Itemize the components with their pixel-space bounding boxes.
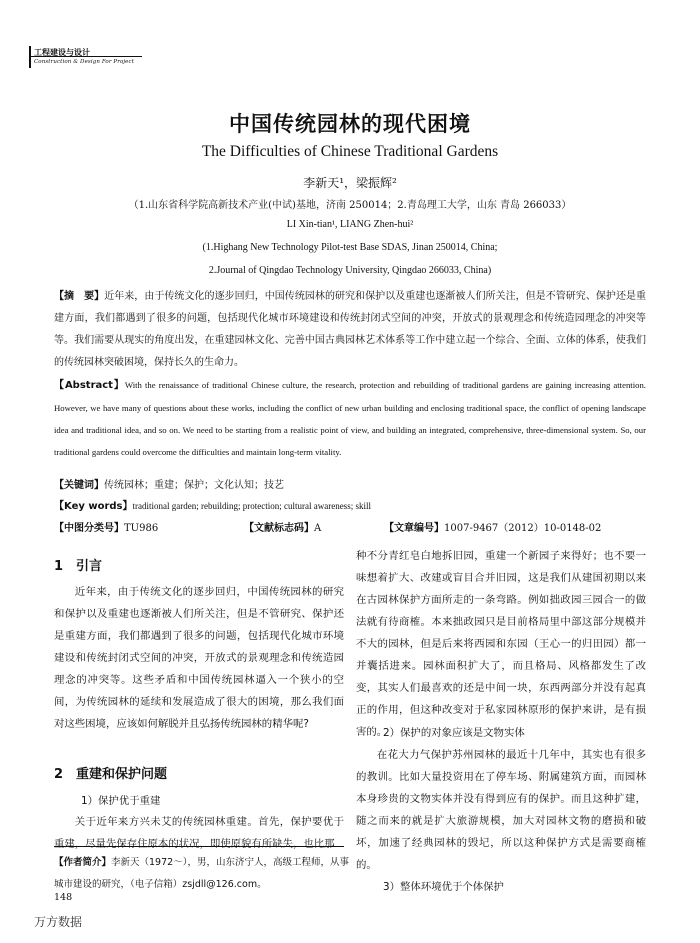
affiliation-en-1: (1.Highang New Technology Pilot-test Base SDAS, Jinan 250014, China;: [202, 242, 498, 253]
paper-title-en: The Difficulties of Chinese Traditional Gardens: [201, 143, 499, 160]
keywords-en: [54, 497, 371, 512]
keywords-cn: [54, 476, 284, 491]
left-paragraph-2: 关于近年来方兴未艾的传统园林重建。首先，保护要优于重建，尽量先保存住原本的状况，即使原貌有所缺失，也比那: [54, 816, 344, 850]
affiliation-cn: （1.山东省科学院高新技术产业(中试)基地，济南 250014；2.青岛理工大学，山东 青岛 266033）: [128, 200, 572, 211]
article-number: 【文章编号】1007-9467（2012）10-0148-02: [384, 523, 602, 534]
right-paragraph-2: 在花大力气保护苏州园林的最近十几年中，其实也有很多的教训。比如大量投资用在了停车场、附属建筑方面，而园林本身珍贵的文物实体并没有得到应有的保护。而且这种扩建，随之而来的就是扩大旅游规模，加大对园林文物的磨损和破坏，加速了经典园林的毁圮，所以这种保护方式是需要商榷的。: [356, 749, 646, 871]
paper-title-cn: 中国传统园林的现代困境: [229, 112, 471, 136]
watermark: 万方数据: [34, 915, 83, 929]
authors-cn: 李新天¹，梁振辉²: [303, 176, 397, 190]
author-bio: 【作者简介】李新天（1972～），男，山东济宁人，高级工程师，从事城市建设的研究，（电子信箱）zsjdll@126.com。: [54, 857, 349, 890]
header-bar: [29, 46, 31, 68]
abstract-cn-text: 近年来，由于传统文化的逐步回归，中国传统园林的研究和保护以及重建也逐渐被人们所关注，但是不管研究、保护还是重建方面，我们都遇到了很多的问题，包括现代化城市环境建设和传统封闭式空间的冲突，开放式的景观理念和传统造园理念的冲突等等。我们需要从现实的角度出发，在重建园林文化、完善中国古典园林艺术体系等工作中建立起一个综合、全面、立体的体系，使我们的传统园林突破困境，保持长久的生命力。: [54, 291, 647, 368]
abstract-en: [54, 374, 646, 463]
section-heading-2: 2 重建和保护问题: [54, 767, 168, 782]
left-subheading-1: 1）保护优于重建: [81, 795, 161, 807]
document-code: 【文献标志码】A: [244, 523, 322, 534]
abstract-cn: [54, 286, 646, 374]
header-divider: [30, 56, 142, 57]
keywords-en-label: 【Key words】: [54, 501, 133, 512]
right-subheading-3: 3）整体环境优于个体保护: [383, 881, 504, 893]
left-paragraph-1: 近年来，由于传统文化的逐步回归，中国传统园林的研究和保护以及重建也逐渐被人们所关注，但是不管研究、保护还是重建方面，我们都遇到了很多的问题，包括现代化城市环境建设和传统封闭式空间的冲突，开放式的景观理念和传统造园理念的冲突等。这些矛盾和中国传统园林逼入一个狭小的空间，为传统园林的延续和发展造成了很大的困境，那么我们面对这些困境，应该如何解脱并且弘扬传统园林的精华呢?: [54, 586, 344, 730]
keywords-cn-text: 传统园林；重建；保护；文化认知；技艺: [104, 480, 284, 491]
clc-number: 【中图分类号】TU986: [54, 523, 159, 534]
journal-name-cn: 工程建设与设计: [34, 48, 90, 57]
section-heading-1: 1 引言: [54, 559, 103, 574]
keywords-cn-label: 【关键词】: [54, 480, 104, 491]
journal-name-en: Construction & Design For Project: [34, 59, 135, 65]
footnote-rule: [54, 846, 344, 847]
affiliation-en-2: 2.Journal of Qingdao Technology University, Qingdao 266033, China): [208, 265, 492, 276]
abstract-en-label: 【Abstract】: [54, 380, 125, 391]
abstract-cn-label: 【摘 要】: [54, 291, 105, 302]
page-number: 148: [54, 892, 73, 903]
abstract-en-text: With the renaissance of traditional Chinese culture, the research, protection and rebuilding of traditional gardens are gaining increasing attention. However, we have many of questions about these works, including the conflict of new urban building and enclosing traditional space, the conflict of opening landscape idea and traditional idea, and so on. We need to be starting from a realistic point of view, and building an integrated, comprehensive, three-dimensional system. So, our traditional gardens could overcome the difficulties and maintain long-term vitality.: [54, 380, 646, 457]
right-subheading-2: 2）保护的对象应该是文物实体: [383, 727, 525, 739]
authors-en: LI Xin-tian¹, LIANG Zhen-hui²: [286, 219, 414, 230]
right-paragraph-1: 种不分青红皂白地拆旧园，重建一个新园子来得好；也不要一味想着扩大、改建或盲目合并旧园，这是我们从建国初期以来在古园林保护方面所走的一条弯路。例如拙政园三园合一的做法就有待商榷。本来拙政园只是目前格局里中部这部分规模并不大的园林，但是后来将西园和东园（王心一的归田园）都一并囊括进来。园林面积扩大了，而且格局、风格都发生了改变，其实人们最喜欢的还是中间一块，东西两部分并没有起真正的作用，但这种改变对于私家园林原形的保护来讲，是有损害的。: [356, 550, 646, 738]
keywords-en-text: traditional garden; rebuilding; protection; cultural awareness; skill: [132, 501, 371, 511]
